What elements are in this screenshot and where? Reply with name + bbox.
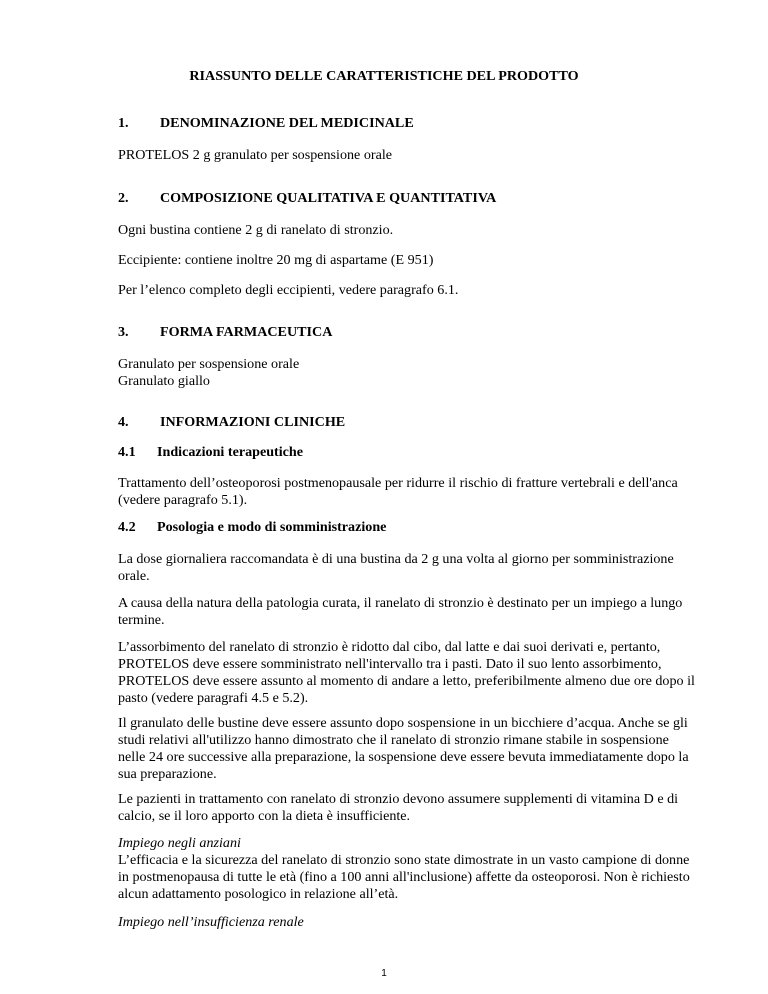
paragraph-line: PROTELOS deve essere somministrato nell'intervallo tra i pasti. Dato il suo lento assorbimento, xyxy=(118,656,662,672)
paragraph-line: studi relativi all'utilizzo hanno dimostrato che il ranelato di stronzio rimane stabile in sospensione xyxy=(118,732,669,748)
paragraph-line: sua preparazione. xyxy=(118,766,217,782)
paragraph-composition xyxy=(118,222,688,239)
paragraph-line: Granulato per sospensione orale xyxy=(118,356,300,372)
section-title: DENOMINAZIONE DEL MEDICINALE xyxy=(160,115,414,131)
paragraph-indications xyxy=(118,475,688,509)
italic-heading-renal xyxy=(118,914,688,931)
paragraph-line: calcio, se il loro apporto con la dieta è insufficiente. xyxy=(118,808,411,824)
paragraph-line: pasto (vedere paragrafi 4.5 e 5.2). xyxy=(118,690,309,706)
paragraph-line: nelle 24 ore successive alla preparazione, la sospensione deve essere bevuta immediatamente dopo la xyxy=(118,749,689,765)
subsection-title: Posologia e modo di somministrazione xyxy=(157,519,387,535)
paragraph-supplements xyxy=(118,791,688,825)
paragraph-line: Trattamento dell’osteoporosi postmenopausale per ridurre il rischio di fratture vertebrali e dell'anca xyxy=(118,475,678,491)
page-number: 1 xyxy=(381,968,387,979)
paragraph-excipient-list xyxy=(118,282,688,299)
section-number: 2. xyxy=(118,190,129,206)
document-title: RIASSUNTO DELLE CARATTERISTICHE DEL PRODOTTO xyxy=(189,68,579,84)
subsection-title: Indicazioni terapeutiche xyxy=(157,444,304,460)
paragraph-daily-dose xyxy=(118,551,688,585)
paragraph-pharmaceutical-form xyxy=(118,356,688,390)
paragraph-line: Il granulato delle bustine deve essere assunto dopo sospensione in un bicchiere d’acqua. Anche se gli xyxy=(118,715,688,731)
paragraph-line: in postmenopausa di tutte le età (fino a 100 anni all'inclusione) affette da osteoporosi. Non è richiesto xyxy=(118,869,690,885)
paragraph-product-name xyxy=(118,147,688,164)
section-number: 4. xyxy=(118,414,129,430)
paragraph-elderly xyxy=(118,852,688,903)
subsection-number: 4.2 xyxy=(118,519,136,535)
paragraph-line: L’assorbimento del ranelato di stronzio è ridotto dal cibo, dal latte e dai suoi derivati e, pertanto, xyxy=(118,639,661,655)
paragraph-suspension xyxy=(118,715,688,783)
paragraph-excipient xyxy=(118,252,688,269)
section-title: INFORMAZIONI CLINICHE xyxy=(160,414,346,430)
paragraph-line: PROTELOS 2 g granulato per sospensione orale xyxy=(118,147,392,163)
paragraph-line: PROTELOS deve essere assunto al momento di andare a letto, preferibilmente almeno due ore dopo il xyxy=(118,673,695,689)
paragraph-line: La dose giornaliera raccomandata è di una bustina da 2 g una volta al giorno per somministrazione xyxy=(118,551,674,567)
italic-heading-text: Impiego nell’insufficienza renale xyxy=(118,914,304,930)
section-title: FORMA FARMACEUTICA xyxy=(160,324,333,340)
paragraph-long-term xyxy=(118,595,688,629)
italic-heading-text: Impiego negli anziani xyxy=(118,835,241,851)
paragraph-line: (vedere paragrafo 5.1). xyxy=(118,492,248,508)
paragraph-line: Le pazienti in trattamento con ranelato di stronzio devono assumere supplementi di vitamina D e di xyxy=(118,791,679,807)
paragraph-absorption xyxy=(118,639,695,707)
paragraph-line: alcun adattamento posologico in relazione all’età. xyxy=(118,886,399,902)
section-title: COMPOSIZIONE QUALITATIVA E QUANTITATIVA xyxy=(160,190,497,206)
paragraph-line: L’efficacia e la sicurezza del ranelato di stronzio sono state dimostrate in un vasto campione di donne xyxy=(118,852,690,868)
section-number: 1. xyxy=(118,115,129,131)
italic-heading-elderly xyxy=(118,835,688,852)
paragraph-line: orale. xyxy=(118,568,150,584)
subsection-number: 4.1 xyxy=(118,444,136,460)
paragraph-line: Eccipiente: contiene inoltre 20 mg di aspartame (E 951) xyxy=(118,252,434,268)
paragraph-line: termine. xyxy=(118,612,165,628)
paragraph-line: Per l’elenco completo degli eccipienti, vedere paragrafo 6.1. xyxy=(118,282,459,298)
paragraph-line: A causa della natura della patologia curata, il ranelato di stronzio è destinato per un impiego a lungo xyxy=(118,595,683,611)
paragraph-line: Granulato giallo xyxy=(118,373,210,389)
section-number: 3. xyxy=(118,324,129,340)
paragraph-line: Ogni bustina contiene 2 g di ranelato di stronzio. xyxy=(118,222,394,238)
